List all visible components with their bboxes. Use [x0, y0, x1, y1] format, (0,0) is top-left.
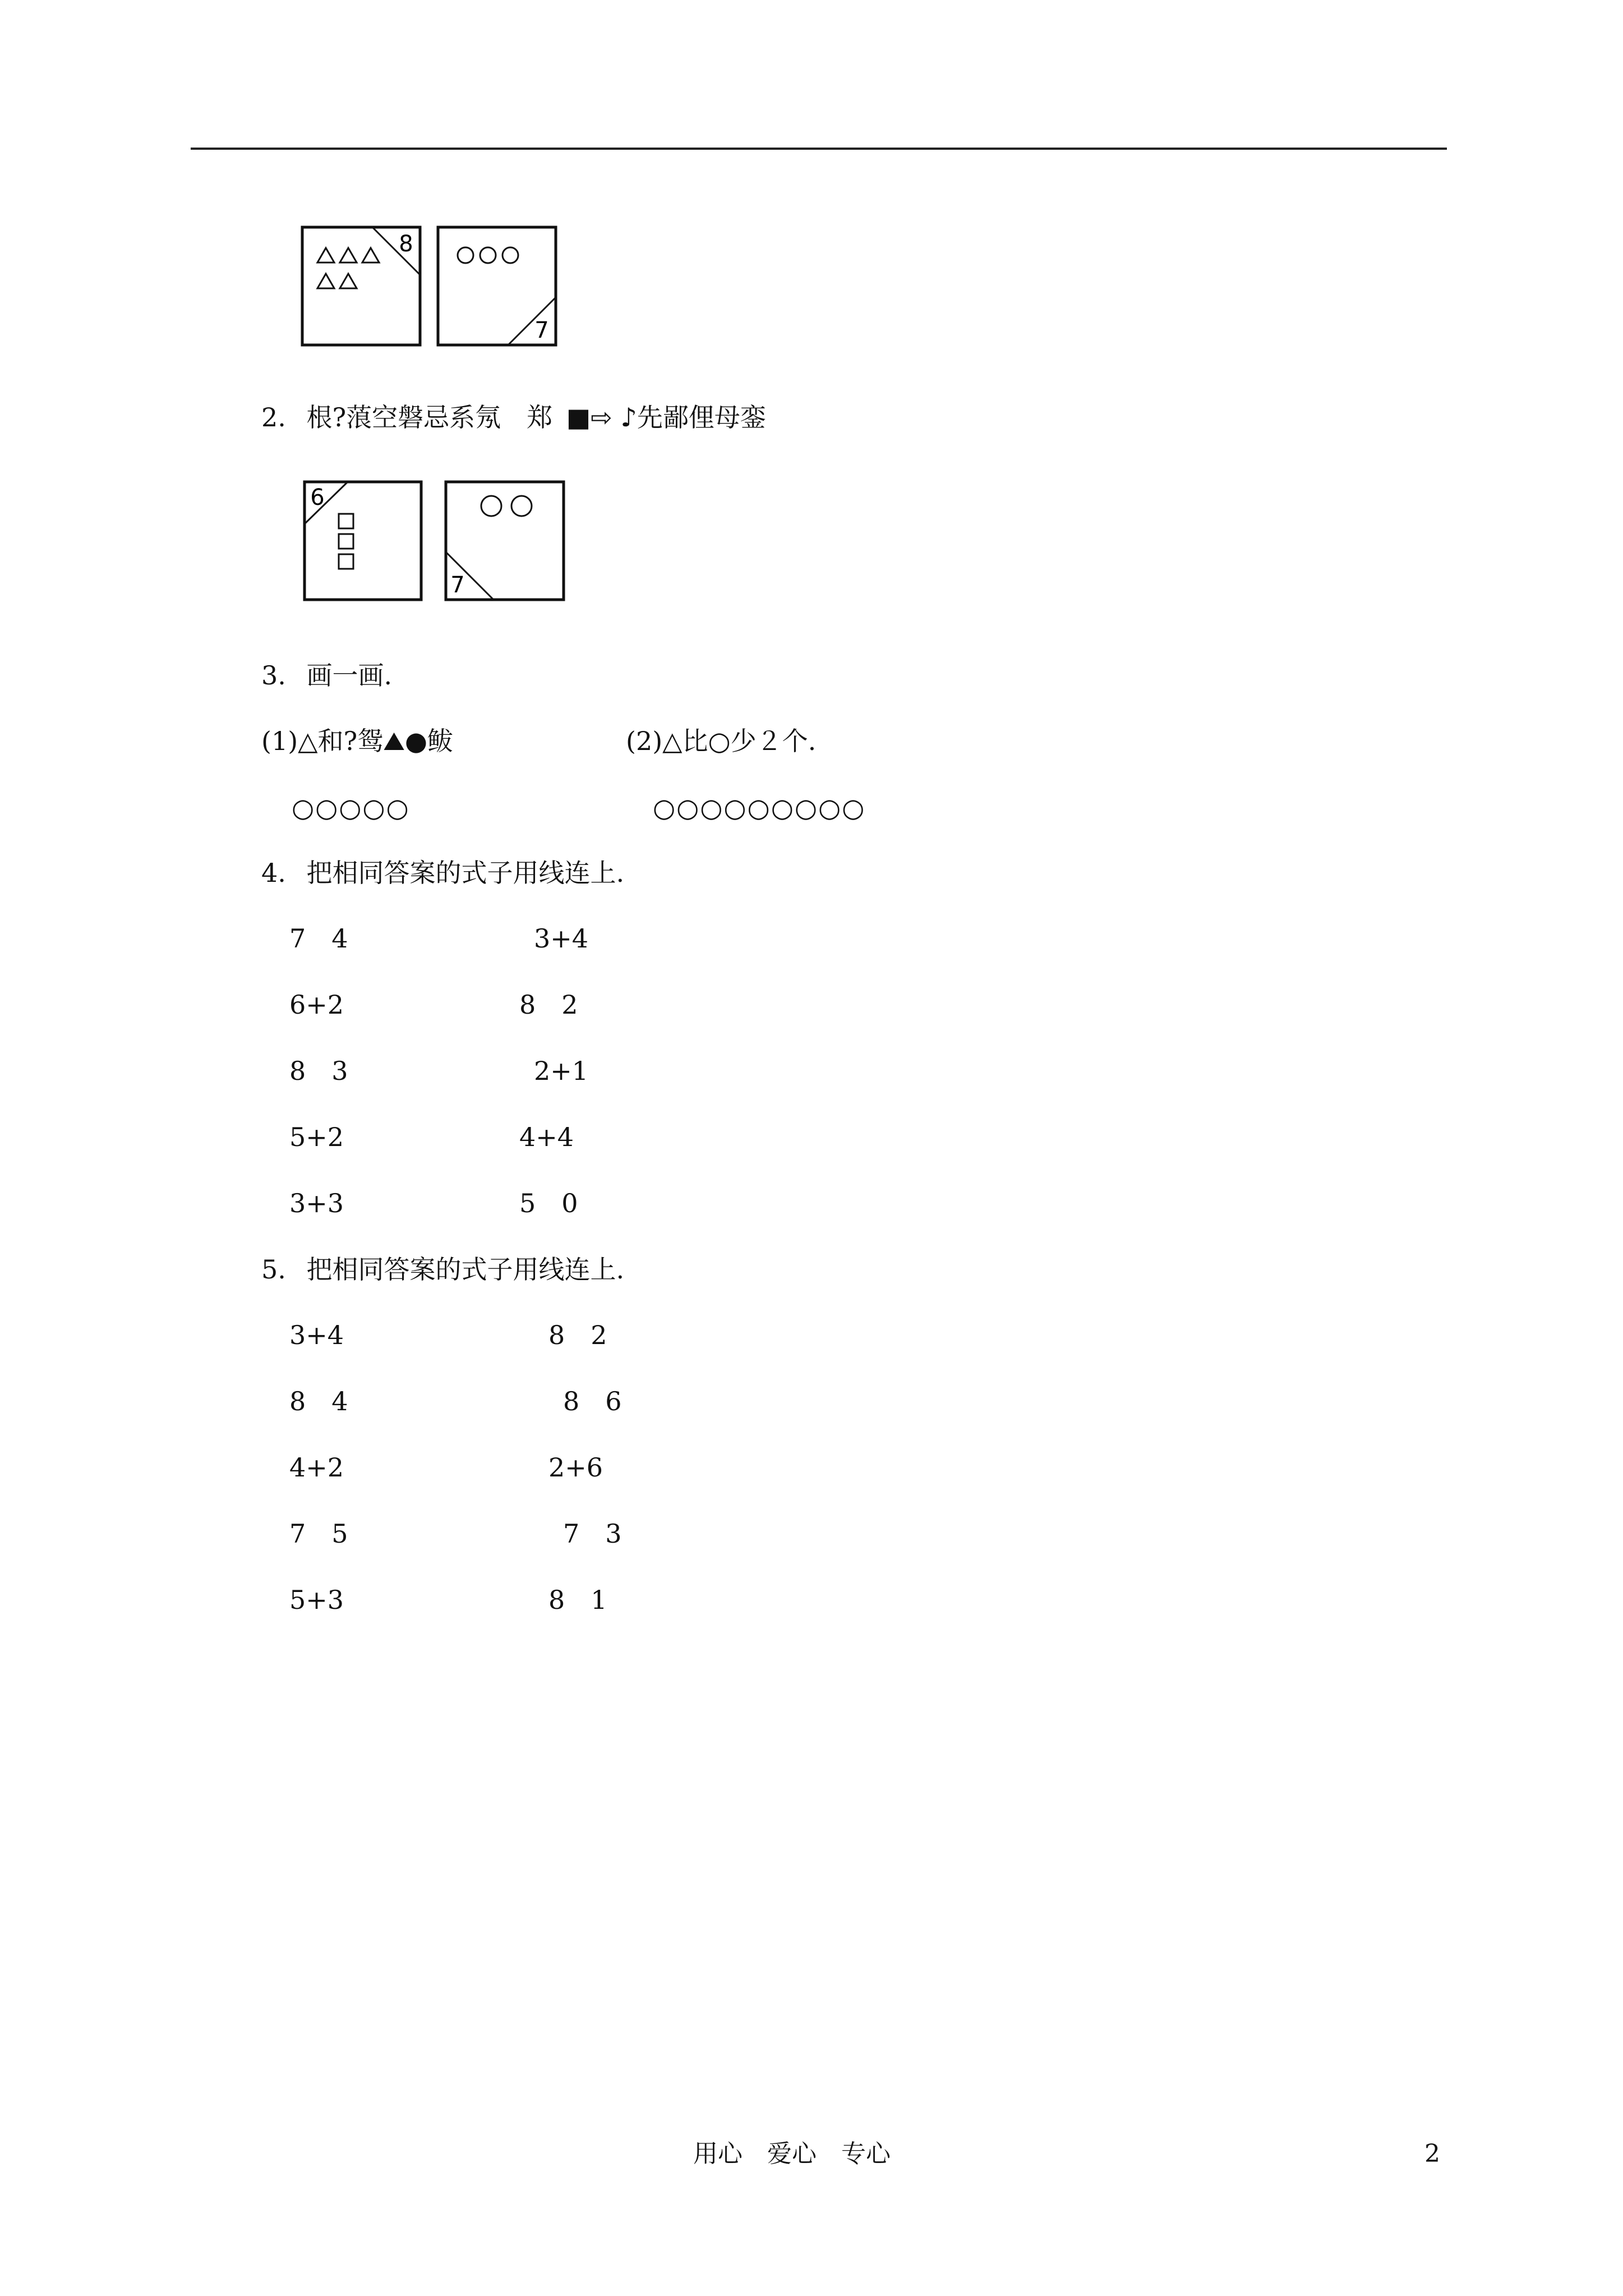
q5-right-1: 8 6 [563, 1386, 622, 1416]
q5-left-0: 3+4 [289, 1320, 344, 1350]
music-note-icon: ♪ [620, 402, 637, 432]
q4-prefix: 4. [261, 858, 286, 888]
q3-part1-label: (1)△和?鸳 [261, 726, 384, 756]
filled-circle-icon: ● [404, 726, 427, 756]
q4-right-2: 2+1 [534, 1056, 589, 1086]
page-number: 2 [1424, 2139, 1440, 2168]
q2-box-circles [444, 480, 565, 601]
q5-right-0: 8 2 [548, 1320, 607, 1350]
q3-title [261, 659, 392, 692]
triangles [317, 248, 379, 288]
q1-box-b-number: 7 [534, 318, 549, 343]
circles [458, 247, 518, 263]
q4-right-0: 3+4 [534, 923, 589, 954]
q4-right-4: 5 0 [519, 1188, 578, 1218]
q5-left-1: 8 4 [289, 1386, 348, 1416]
q4-left-3: 5+2 [289, 1122, 344, 1152]
footer-motto: 用心 爱心 专心 [693, 2139, 891, 2168]
q4-left-4: 3+3 [289, 1188, 344, 1218]
q3-prefix: 3. [261, 660, 286, 691]
q4-right-1: 8 2 [519, 990, 578, 1020]
q4-title [261, 856, 624, 890]
q5-left-2: 4+2 [289, 1452, 344, 1483]
q2-text: 根?蒗空磐忌系氖 郑 [306, 402, 553, 432]
q3-part1 [261, 724, 453, 758]
q5-left-3: 7 5 [289, 1519, 348, 1549]
q3-part2-circles: ○○○○○○○○○ [653, 793, 866, 823]
q2-text-tail: 先鄙俚母銮 [637, 402, 766, 432]
q4-right-3: 4+4 [519, 1122, 574, 1152]
q5-left-4: 5+3 [289, 1585, 344, 1615]
q5-title-text: 把相同答案的式子用线连上. [306, 1254, 625, 1285]
q5-right-4: 8 1 [548, 1585, 607, 1615]
q3-part1-tail: 鲅 [427, 726, 453, 756]
q3-part1-circles: ○○○○○ [292, 793, 410, 823]
q3-title-text: 画一画. [306, 660, 393, 691]
garbled-circle-icon: ⛰ [383, 726, 405, 756]
circles [481, 496, 532, 516]
q2-box-b-number: 7 [450, 572, 465, 598]
q3-part2 [626, 724, 816, 758]
q3-part2-label: (2)△比○少２个. [626, 726, 817, 756]
q4-title-text: 把相同答案的式子用线连上. [306, 858, 625, 888]
header-rule [191, 148, 1447, 150]
q2-prompt [261, 401, 766, 434]
q4-left-1: 6+2 [289, 990, 344, 1020]
q1-box-circles [436, 226, 557, 347]
q2-box-squares [303, 480, 423, 601]
q4-left-2: 8 3 [289, 1056, 348, 1086]
garbled-rect-icon: ■⇨ [566, 402, 612, 432]
q2-box-a-number: 6 [310, 485, 325, 510]
q5-prefix: 5. [261, 1254, 286, 1285]
q5-right-2: 2+6 [548, 1452, 603, 1483]
q2-prefix: 2. [261, 402, 286, 432]
squares [339, 514, 353, 569]
q1-box-triangles [301, 226, 422, 347]
q5-title [261, 1253, 624, 1286]
q5-right-3: 7 3 [563, 1519, 622, 1549]
q1-box-a-number: 8 [399, 231, 413, 257]
q4-left-0: 7 4 [289, 923, 348, 954]
